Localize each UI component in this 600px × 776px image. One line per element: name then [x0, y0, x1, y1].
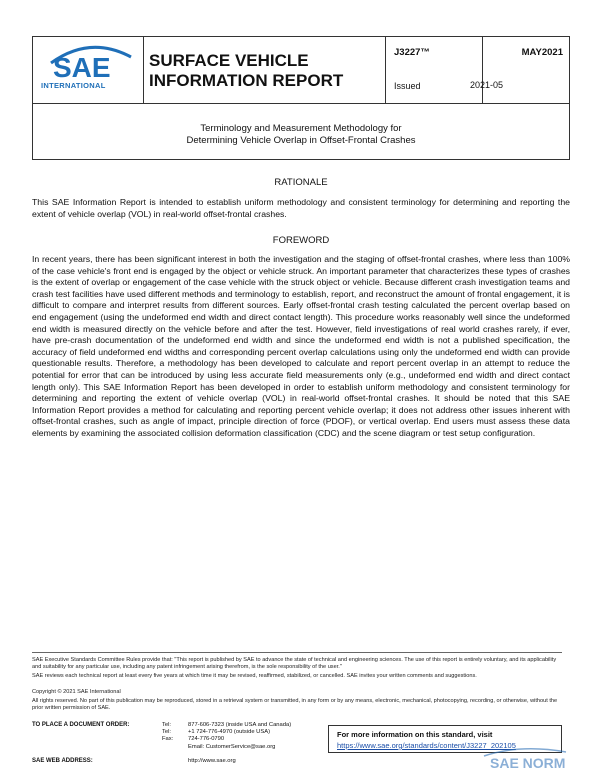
- issued-label: Issued: [394, 81, 421, 91]
- logo-subtext: INTERNATIONAL: [41, 81, 106, 90]
- committee-rules-text: SAE Executive Standards Committee Rules provide that: "This report is published by SAE to advance the state of technical and engineering sciences. The use of this report is entirely voluntary, and its applicability and suitability for any particular use, including any patent infringement arising therefrom, is the sole responsibility of the user.": [32, 657, 557, 670]
- web-value[interactable]: http://www.sae.org: [188, 758, 236, 764]
- doc-date: MAY2021: [521, 47, 563, 58]
- web-label: SAE WEB ADDRESS:: [32, 758, 93, 764]
- rationale-text: This SAE Information Report is intended to establish uniform methodology and consistent terminology for determining and reporting the extent of vehicle overlap (VOL) in real-world offset-frontal crashes.: [32, 197, 570, 219]
- copyright-text: Copyright © 2021 SAE International: [32, 689, 121, 695]
- title-line-1: SURFACE VEHICLE: [149, 51, 309, 70]
- standard-link[interactable]: https://www.sae.org/standards/content/J3227_202105: [337, 741, 516, 750]
- logo-text: SAE: [53, 52, 111, 81]
- rights-text: All rights reserved. No part of this publication may be reproduced, stored in a retrieval system or transmitted, in any form or by any means, electronic, mechanical, photocopying, recording, or otherwise, without the prior written permission of SAE.: [32, 698, 558, 711]
- sae-norm-watermark: [480, 742, 570, 774]
- subtitle-line-2: Determining Vehicle Overlap in Offset-Frontal Crashes: [186, 135, 416, 146]
- order-label: TO PLACE A DOCUMENT ORDER:: [32, 722, 130, 728]
- contact-label: Tel:: [162, 729, 172, 736]
- contact-value: +1 724-776-4970 (outside USA): [188, 729, 271, 736]
- review-text: SAE reviews each technical report at least every five years at which time it may be revised, reaffirmed, stabilized, or cancelled. SAE invites your written comments and suggestions.: [32, 673, 477, 679]
- contact-value: 877-606-7323 (inside USA and Canada): [188, 722, 292, 728]
- sae-logo-icon: [45, 41, 135, 81]
- contact-label: Tel:: [162, 722, 172, 728]
- more-info-title: For more information on this standard, visit: [337, 730, 493, 739]
- date-cell: [481, 37, 569, 103]
- document-type-title: [149, 51, 369, 91]
- doc-id: J3227™: [394, 47, 430, 58]
- foreword-text: In recent years, there has been significant interest in both the investigation and the staging of offset-frontal crashes, where less than 100% of the case vehicle's front end is engaged by the object or vehicle struck. An important parameter that characterizes these types of crashes is the extent of overlap or engagement of the case vehicle with the struck object or vehicle. Because different crash investigation teams and crash test facilities have used different methods and terminology to establish, report, and reconstruct the amount of frontal engagement, it is difficult to compare and interpret results from different sources. Early offset-frontal crash testing calculated the percent overlap based on end engagement (using the undeformed end width and direct contact length). This procedure works reasonably well since the undeformed end width is measured directly on the vehicle before and after the test. However, field investigations of real world crashes rarely, if ever, have pre-crash documentation of the undeformed end width and since the undeformed end width is not a published specification, the accuracy of field undeformed end widths and corresponding percent overlap calculations using only the undeformed end width can provide questionable results. Therefore, a methodology has been developed to calculate and report percent overlap in an attempt to reduce the potential for error that can be introduced by using less accurate field measurements only (e.g., undeformed end width and direct contact length only). This SAE Information Report has been developed in order to establish uniform methodology and consistent terminology for determining and reporting the extent of vehicle overlap (VOL) in real-world offset-frontal crashes. It should be noted that this SAE Information Report provides a method for calculating and reporting percent vehicle overlap; it does not address other issues inherent with offset-frontal crashes, such as angle of impact, principle direction of force (PDOF), or vertical overlap. End users must assess these data elements by examining the associated collision deformation classification (CDC) and the scene diagram or test setup configuration.: [32, 254, 570, 438]
- foreword-heading: FOREWORD: [272, 235, 330, 246]
- subtitle-line-1: Terminology and Measurement Methodology for: [200, 123, 402, 134]
- contact-values: [188, 722, 291, 751]
- sae-logo: [33, 37, 144, 103]
- watermark-text: SAE NORM: [490, 755, 566, 771]
- contact-value: 724-776-0790: [188, 736, 225, 743]
- document-header: [32, 36, 570, 104]
- contact-label: Fax:: [162, 736, 174, 743]
- title-line-2: INFORMATION REPORT: [149, 71, 344, 90]
- contact-value[interactable]: Email: CustomerService@sae.org: [188, 743, 276, 750]
- doc-number-cell: [385, 37, 483, 103]
- issued-value: 2021-05: [470, 80, 504, 90]
- rationale-heading: RATIONALE: [274, 177, 328, 188]
- contact-labels: [162, 722, 173, 744]
- document-subtitle-box: [32, 103, 570, 160]
- footer-divider: [32, 652, 562, 653]
